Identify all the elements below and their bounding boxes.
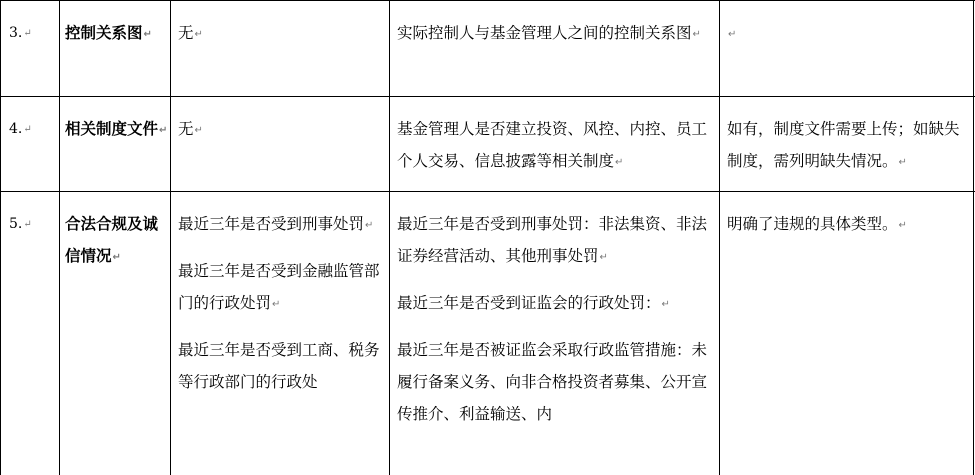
- column-divider: [389, 0, 390, 475]
- revised-requirement: 实际控制人与基金管理人之间的控制关系图↵: [397, 24, 701, 42]
- row-divider: [0, 191, 975, 192]
- current-requirement: 最近三年是否受到刑事处罚↵: [178, 215, 374, 233]
- current-requirement: 最近三年是否受到金融监管部门的行政处罚↵: [178, 262, 380, 312]
- row-number: 4.↵: [9, 121, 32, 137]
- revised-requirement: 最近三年是否被证监会采取行政监管措施：未履行备案义务、向非合格投资者募集、公开宣传推介、利益输送、内: [397, 341, 708, 423]
- column-divider: [719, 0, 720, 475]
- change-note: [727, 17, 969, 51]
- paragraph-mark-icon: ↵: [365, 220, 374, 231]
- paragraph-mark-icon: ↵: [23, 124, 32, 135]
- current-requirement: 无↵: [178, 120, 203, 138]
- row-item-title: 控制关系图↵: [65, 24, 152, 42]
- paragraph-mark-icon: ↵: [23, 219, 32, 230]
- paragraph-mark-icon: ↵: [615, 157, 624, 168]
- current-requirement: 无↵: [178, 24, 203, 42]
- paragraph-mark-icon: ↵: [194, 125, 203, 136]
- column-divider: [170, 0, 171, 475]
- paragraph-mark-icon: ↵: [692, 29, 701, 40]
- current-requirement: 最近三年是否受到工商、税务等行政部门的行政处: [178, 341, 380, 391]
- change-note: 明确了违规的具体类型。↵: [727, 215, 907, 233]
- column-divider: [59, 0, 60, 475]
- paragraph-mark-icon: ↵: [599, 252, 608, 263]
- paragraph-mark-icon: ↵: [112, 252, 121, 263]
- row-number: 5.↵: [9, 216, 32, 232]
- revised-requirement-list: [397, 208, 717, 430]
- change-note: 如有，制度文件需要上传；如缺失制度，需列明缺失情况。↵: [727, 120, 960, 170]
- row-item-title: 相关制度文件↵: [65, 120, 168, 138]
- revised-requirement: 最近三年是否受到证监会的行政处罚：↵: [397, 294, 670, 312]
- paragraph-mark-icon: ↵: [194, 29, 203, 40]
- revised-requirement: 基金管理人是否建立投资、风控、内控、员工个人交易、信息披露等相关制度↵: [397, 120, 708, 170]
- paragraph-mark-icon: ↵: [898, 157, 907, 168]
- row-item-title: 合法合规及诚信情况↵: [65, 215, 159, 265]
- row-divider: [0, 96, 975, 97]
- paragraph-mark-icon: ↵: [143, 29, 152, 40]
- paragraph-mark-icon: ↵: [728, 29, 737, 40]
- paragraph-mark-icon: ↵: [898, 220, 907, 231]
- paragraph-mark-icon: ↵: [159, 125, 168, 136]
- row-number: 3.↵: [9, 25, 32, 41]
- revised-requirement: 最近三年是否受到刑事处罚：非法集资、非法证券经营活动、其他刑事处罚↵: [397, 215, 708, 265]
- table-border-top: [0, 0, 975, 1]
- current-requirement-list: [178, 208, 385, 398]
- paragraph-mark-icon: ↵: [23, 28, 32, 39]
- paragraph-mark-icon: ↵: [661, 299, 670, 310]
- table-border-left: [0, 0, 1, 475]
- paragraph-mark-icon: ↵: [272, 299, 281, 310]
- table-border-right: [973, 0, 974, 475]
